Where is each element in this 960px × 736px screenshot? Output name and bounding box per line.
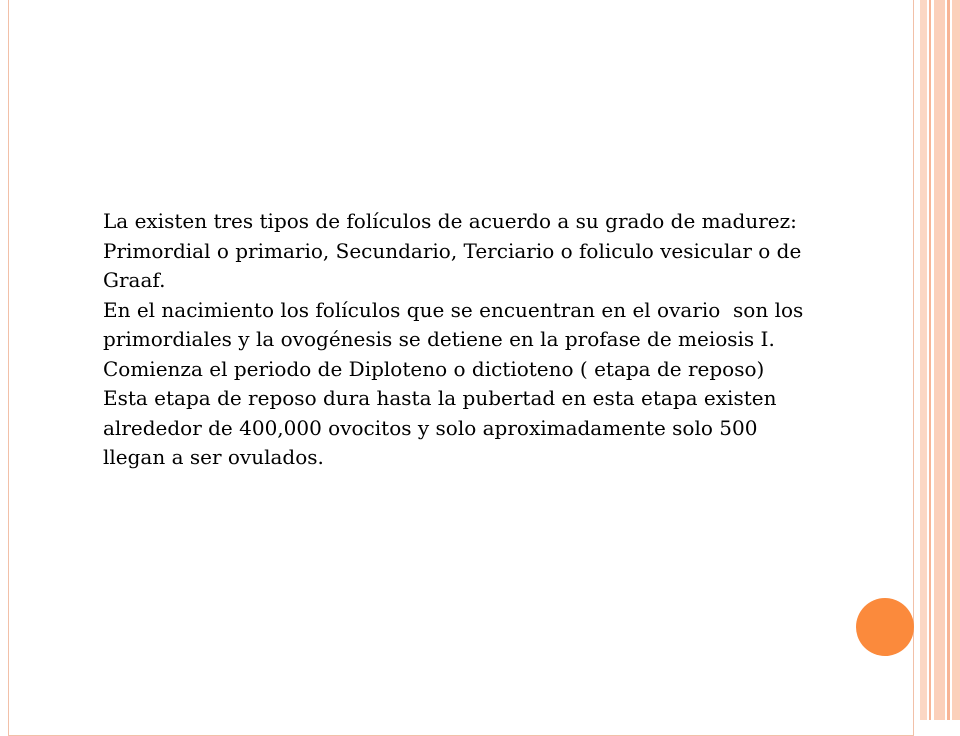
text-line: En el nacimiento los folículos que se encuentran en el ovario son los <box>103 297 804 322</box>
accent-circle <box>856 598 914 656</box>
decorative-stripe <box>947 0 950 720</box>
text-line: Comienza el periodo de Diploteno o dictioteno ( etapa de reposo) <box>103 356 765 381</box>
decorative-stripe <box>934 0 945 720</box>
text-line: Primordial o primario, Secundario, Terciario o foliculo vesicular o de <box>103 238 802 263</box>
text-line: Graaf. <box>103 268 166 292</box>
text-line: primordiales y la ovogénesis se detiene en la profase de meiosis I. <box>103 327 775 351</box>
slide-body-text <box>103 207 883 473</box>
decorative-stripe <box>929 0 931 720</box>
text-line: La existen tres tipos de folículos de acuerdo a su grado de madurez: <box>103 209 797 233</box>
text-line: llegan a ser ovulados. <box>103 445 324 469</box>
decorative-stripe <box>952 0 960 720</box>
text-line: alrededor de 400,000 ovocitos y solo aproximadamente solo 500 <box>103 415 758 440</box>
decorative-stripe <box>920 0 927 720</box>
text-line: Esta etapa de reposo dura hasta la pubertad en esta etapa existen <box>103 386 777 410</box>
